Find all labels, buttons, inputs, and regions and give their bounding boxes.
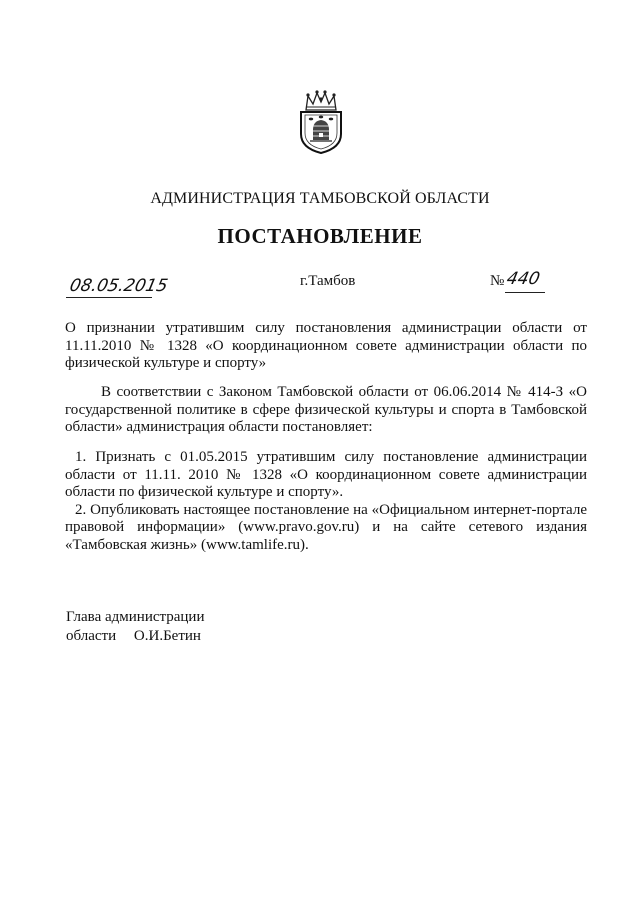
preamble-paragraph: В соответствии с Законом Тамбовской области от 06.06.2014 № 414-З «О государственной политике в сфере физической культуры и спорта в Тамбовской области» администрация области постановляет: (65, 384, 587, 435)
coat-of-arms-icon (296, 88, 346, 154)
organization-name: АДМИНИСТРАЦИЯ ТАМБОВСКОЙ ОБЛАСТИ (150, 190, 490, 207)
number-underline (505, 292, 545, 293)
signatory-title-region: области (66, 628, 117, 644)
signatory-line (66, 628, 201, 645)
city-label: г.Тамбов (300, 273, 356, 289)
date-underline (66, 297, 152, 298)
signatory-name: О.И.Бетин (133, 628, 201, 644)
document-type-title: ПОСТАНОВЛЕНИЕ (217, 224, 423, 248)
signatory-title: Глава администрации (66, 609, 205, 625)
resolution-item-2: 2. Опубликовать настоящее постановление на «Официальном интернет-портале правовой информации» (www.pravo.gov.ru) и на сайте сетевого издания «Тамбовская жизнь» (www.tamlife.ru). (65, 501, 587, 553)
number-label: № (490, 273, 505, 289)
resolution-items (65, 449, 587, 554)
handwritten-date: 08.05.2015 (67, 276, 170, 296)
document-subject: О признании утратившим силу постановления администрации области от 11.11.2010 № 1328 «О координационном совете администрации области по физической культуре и спорту» (65, 320, 587, 371)
resolution-item-1: 1. Признать с 01.05.2015 утратившим силу постановление администрации области от 11.11. 2010 № 1328 «О координационном совете администрации области по физической культуре и спорту». (65, 449, 587, 500)
handwritten-number: 440 (504, 269, 542, 289)
